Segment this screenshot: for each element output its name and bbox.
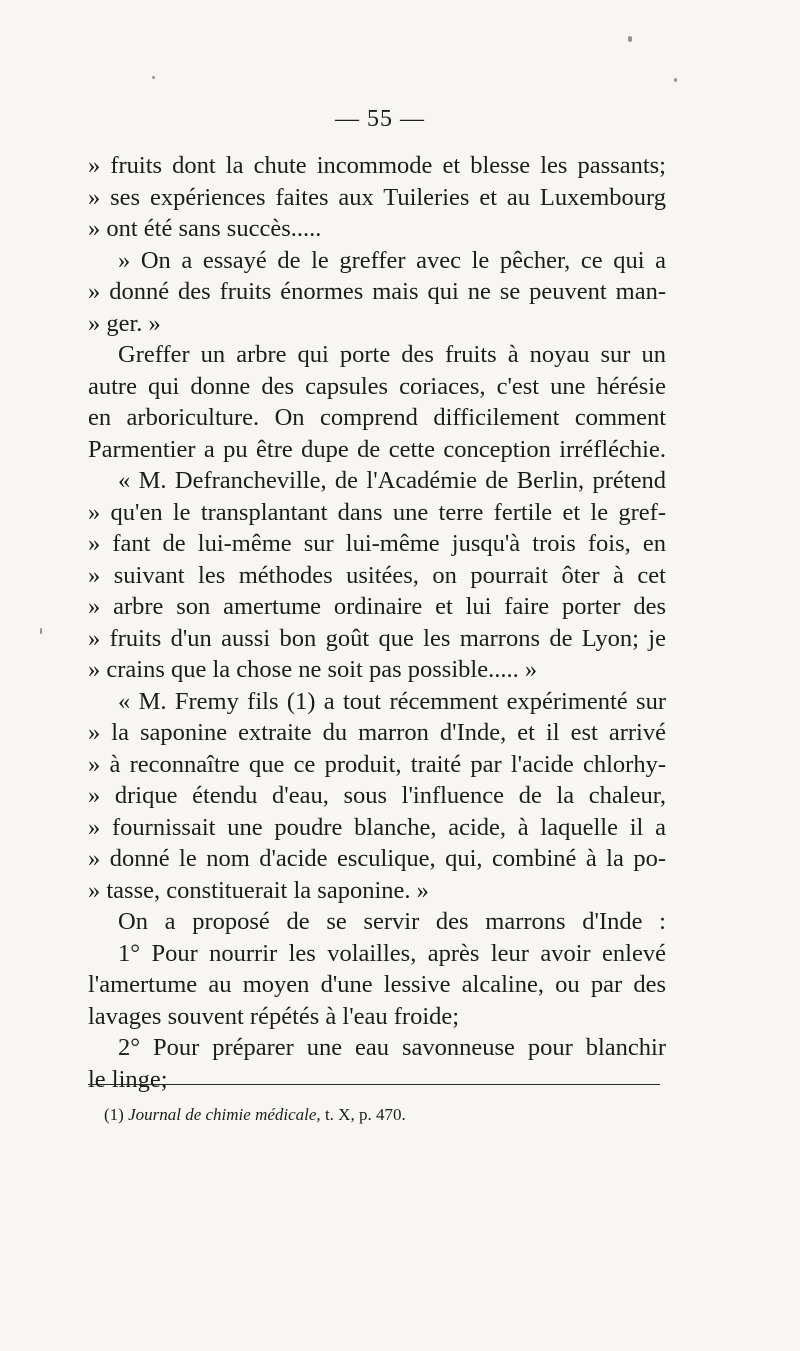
footnote-reference: t. X, p. 470. bbox=[324, 1105, 406, 1124]
text-line: 2° Pour préparer une eau savonneuse pour blanchir bbox=[118, 1034, 666, 1061]
text-line: » donné le nom d'acide esculique, qui, combiné à la po- bbox=[88, 845, 666, 872]
text-line: On a proposé de se servir des marrons d'Inde : bbox=[118, 908, 666, 935]
text-line: Parmentier a pu être dupe de cette conception irréfléchie. bbox=[88, 435, 666, 463]
text-line: » ger. » bbox=[88, 309, 161, 337]
text-line: en arboriculture. On comprend difficilement comment bbox=[88, 404, 666, 431]
text-line: » tasse, constituerait la saponine. » bbox=[88, 876, 429, 904]
text-line: » arbre son amertume ordinaire et lui faire porter des bbox=[88, 593, 666, 620]
text-line: » fournissait une poudre blanche, acide, à laquelle il a bbox=[88, 813, 666, 841]
paper-speck bbox=[152, 76, 155, 79]
text-line: » fruits d'un aussi bon goût que les marrons de Lyon; je bbox=[88, 624, 666, 652]
text-line: autre qui donne des capsules coriaces, c'est une hérésie bbox=[88, 372, 666, 400]
text-line: » qu'en le transplantant dans une terre fertile et le gref- bbox=[88, 498, 666, 526]
text-line: » ses expériences faites aux Tuileries et au Luxembourg bbox=[88, 183, 666, 211]
text-line: » drique étendu d'eau, sous l'influence de la chaleur, bbox=[88, 782, 666, 809]
paper-speck bbox=[40, 628, 42, 634]
text-line: » crains que la chose ne soit pas possible..... » bbox=[88, 656, 538, 683]
text-line: le linge; bbox=[88, 1065, 168, 1093]
text-line: » suivant les méthodes usitées, on pourrait ôter à cet bbox=[88, 561, 666, 589]
text-line: » fant de lui-même sur lui-même jusqu'à trois fois, en bbox=[88, 530, 666, 557]
text-line: 1° Pour nourrir les volailles, après leur avoir enlevé bbox=[118, 939, 666, 967]
footnote bbox=[104, 1104, 406, 1126]
footnote-marker: (1) bbox=[104, 1105, 124, 1124]
paper-speck bbox=[628, 36, 632, 42]
text-line: lavages souvent répétés à l'eau froide; bbox=[88, 1002, 460, 1030]
text-line: Greffer un arbre qui porte des fruits à noyau sur un bbox=[118, 341, 666, 368]
footnote-rule bbox=[88, 1084, 660, 1085]
body-text bbox=[88, 150, 666, 1095]
text-line: » On a essayé de le greffer avec le pêcher, ce qui a bbox=[118, 246, 666, 274]
text-line: » ont été sans succès..... bbox=[88, 215, 322, 242]
text-line: » à reconnaître que ce produit, traité par l'acide chlorhy- bbox=[88, 750, 666, 778]
paper-speck bbox=[674, 78, 677, 82]
text-line: » la saponine extraite du marron d'Inde, et il est arrivé bbox=[88, 719, 666, 746]
text-line: « M. Fremy fils (1) a tout récemment expérimenté sur bbox=[118, 687, 666, 715]
text-line: l'amertume au moyen d'une lessive alcaline, ou par des bbox=[88, 971, 666, 998]
text-line: « M. Defrancheville, de l'Académie de Berlin, prétend bbox=[118, 467, 666, 494]
text-line: » donné des fruits énormes mais qui ne se peuvent man- bbox=[88, 278, 666, 305]
page-number: — 55 — bbox=[335, 106, 425, 132]
footnote-journal: Journal de chimie médicale, bbox=[128, 1105, 321, 1124]
text-line: » fruits dont la chute incommode et blesse les passants; bbox=[88, 152, 666, 179]
